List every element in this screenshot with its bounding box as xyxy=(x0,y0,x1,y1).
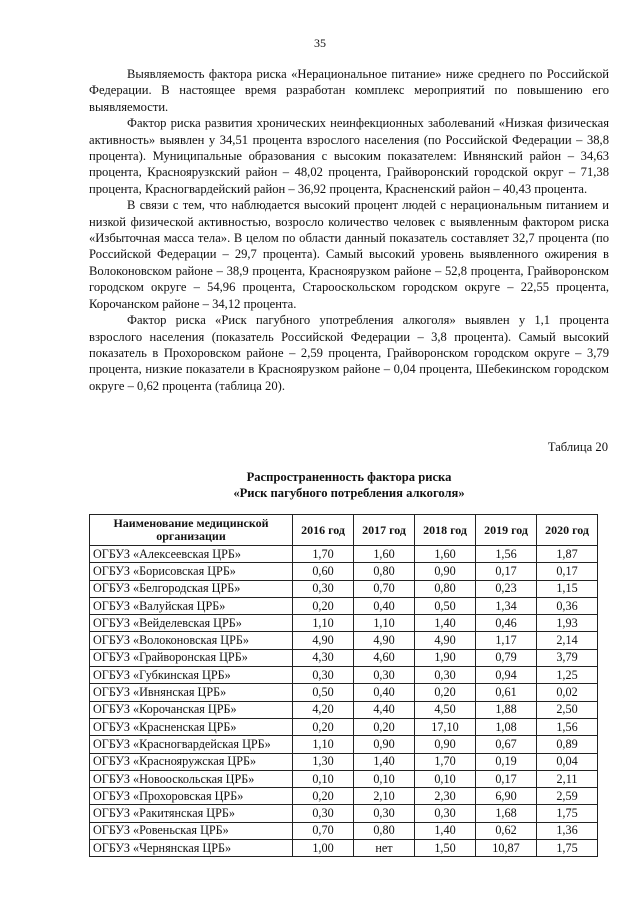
value-cell: 0,10 xyxy=(415,770,476,787)
page-number: 35 xyxy=(314,36,326,50)
value-cell: 4,90 xyxy=(415,632,476,649)
value-cell: 1,50 xyxy=(415,840,476,857)
value-cell: 1,56 xyxy=(537,718,598,735)
table-row xyxy=(90,770,598,787)
value-cell: 4,90 xyxy=(354,632,415,649)
value-cell: 1,17 xyxy=(476,632,537,649)
paragraph: В связи с тем, что наблюдается высокий процент людей с нерациональным питанием и низкой физической активностью, возросло количество человек с выявленным фактором риска «Избыточная масса тела». В целом по области данный показатель составляет 32,7 процента (по Российской Федерации – 29,7 процента). Самый высокий уровень выявленного ожирения в Волоконовском районе – 38,9 процента, Красноярузком районе – 52,8 процента, Грайворонском городском округе – 54,96 процента, Старооскольском городском округе – 22,55 процента, Корочанском районе – 34,12 процента. xyxy=(89,198,609,311)
organization-cell: ОГБУЗ «Красногвардейская ЦРБ» xyxy=(90,736,293,753)
value-cell: 0,10 xyxy=(354,770,415,787)
value-cell: 0,90 xyxy=(415,736,476,753)
value-cell: 4,20 xyxy=(293,701,354,718)
value-cell: 1,87 xyxy=(537,546,598,563)
value-cell: нет xyxy=(354,840,415,857)
value-cell: 2,30 xyxy=(415,788,476,805)
organization-cell: ОГБУЗ «Волоконовская ЦРБ» xyxy=(90,632,293,649)
organization-cell: ОГБУЗ «Новооскольская ЦРБ» xyxy=(90,770,293,787)
value-cell: 0,67 xyxy=(476,736,537,753)
column-header: Наименование медицинской организации xyxy=(90,515,293,546)
value-cell: 1,10 xyxy=(293,736,354,753)
organization-cell: ОГБУЗ «Ровеньская ЦРБ» xyxy=(90,822,293,839)
value-cell: 0,10 xyxy=(293,770,354,787)
organization-cell: ОГБУЗ «Ракитянская ЦРБ» xyxy=(90,805,293,822)
value-cell: 1,90 xyxy=(415,649,476,666)
value-cell: 4,50 xyxy=(415,701,476,718)
column-header: 2018 год xyxy=(415,515,476,546)
value-cell: 1,40 xyxy=(354,753,415,770)
organization-cell: ОГБУЗ «Белгородская ЦРБ» xyxy=(90,580,293,597)
value-cell: 0,80 xyxy=(354,563,415,580)
value-cell: 0,23 xyxy=(476,580,537,597)
value-cell: 0,30 xyxy=(293,580,354,597)
organization-cell: ОГБУЗ «Краснояружская ЦРБ» xyxy=(90,753,293,770)
table-row xyxy=(90,667,598,684)
value-cell: 0,94 xyxy=(476,667,537,684)
value-cell: 0,20 xyxy=(293,597,354,614)
value-cell: 0,04 xyxy=(537,753,598,770)
value-cell: 0,90 xyxy=(354,736,415,753)
value-cell: 0,70 xyxy=(354,580,415,597)
value-cell: 0,61 xyxy=(476,684,537,701)
value-cell: 0,50 xyxy=(415,597,476,614)
column-header: 2016 год xyxy=(293,515,354,546)
organization-cell: ОГБУЗ «Алексеевская ЦРБ» xyxy=(90,546,293,563)
value-cell: 0,17 xyxy=(476,563,537,580)
organization-cell: ОГБУЗ «Борисовская ЦРБ» xyxy=(90,563,293,580)
value-cell: 4,30 xyxy=(293,649,354,666)
table-row xyxy=(90,615,598,632)
table-row xyxy=(90,580,598,597)
value-cell: 10,87 xyxy=(476,840,537,857)
organization-cell: ОГБУЗ «Красненская ЦРБ» xyxy=(90,718,293,735)
value-cell: 1,30 xyxy=(293,753,354,770)
value-cell: 0,40 xyxy=(354,597,415,614)
value-cell: 0,17 xyxy=(476,770,537,787)
value-cell: 0,70 xyxy=(293,822,354,839)
value-cell: 0,90 xyxy=(415,563,476,580)
table-row xyxy=(90,597,598,614)
value-cell: 0,02 xyxy=(537,684,598,701)
paragraph: Фактор риска «Риск пагубного употребления алкоголя» выявлен у 1,1 процента взрослого населения (показатель Российской Федерации – 3,8 процента). Самый высокий показатель в Прохоровском районе – 2,59 процента, Грайворонском городском округе – 3,79 процента, низкие показатели в Красноярузком районе – 0,04 процента, Шебекинском городском округе – 0,62 процента (таблица 20). xyxy=(89,313,609,393)
table-title-line: Распространенность фактора риска xyxy=(246,470,452,484)
table-title-line: «Риск пагубного потребления алкоголя» xyxy=(233,486,465,500)
value-cell: 1,88 xyxy=(476,701,537,718)
value-cell: 1,75 xyxy=(537,840,598,857)
value-cell: 1,75 xyxy=(537,805,598,822)
column-header: 2019 год xyxy=(476,515,537,546)
organization-cell: ОГБУЗ «Чернянская ЦРБ» xyxy=(90,840,293,857)
table-row xyxy=(90,753,598,770)
organization-cell: ОГБУЗ «Прохоровская ЦРБ» xyxy=(90,788,293,805)
value-cell: 2,10 xyxy=(354,788,415,805)
column-header: 2017 год xyxy=(354,515,415,546)
table-row xyxy=(90,840,598,857)
value-cell: 1,40 xyxy=(415,615,476,632)
value-cell: 2,14 xyxy=(537,632,598,649)
organization-cell: ОГБУЗ «Валуйская ЦРБ» xyxy=(90,597,293,614)
value-cell: 1,40 xyxy=(415,822,476,839)
organization-cell: ОГБУЗ «Грайворонская ЦРБ» xyxy=(90,649,293,666)
body-text xyxy=(89,66,609,394)
value-cell: 0,20 xyxy=(293,718,354,735)
value-cell: 0,80 xyxy=(415,580,476,597)
value-cell: 1,60 xyxy=(354,546,415,563)
value-cell: 0,50 xyxy=(293,684,354,701)
table-title xyxy=(89,469,609,501)
table-row xyxy=(90,736,598,753)
value-cell: 1,36 xyxy=(537,822,598,839)
table-row xyxy=(90,822,598,839)
value-cell: 0,36 xyxy=(537,597,598,614)
table-row xyxy=(90,701,598,718)
value-cell: 4,60 xyxy=(354,649,415,666)
value-cell: 0,20 xyxy=(354,718,415,735)
value-cell: 0,89 xyxy=(537,736,598,753)
value-cell: 1,70 xyxy=(293,546,354,563)
organization-cell: ОГБУЗ «Ивнянская ЦРБ» xyxy=(90,684,293,701)
table-row xyxy=(90,632,598,649)
value-cell: 1,08 xyxy=(476,718,537,735)
value-cell: 4,40 xyxy=(354,701,415,718)
value-cell: 1,00 xyxy=(293,840,354,857)
value-cell: 6,90 xyxy=(476,788,537,805)
value-cell: 0,20 xyxy=(293,788,354,805)
value-cell: 0,30 xyxy=(293,667,354,684)
value-cell: 0,19 xyxy=(476,753,537,770)
organization-cell: ОГБУЗ «Губкинская ЦРБ» xyxy=(90,667,293,684)
value-cell: 0,46 xyxy=(476,615,537,632)
value-cell: 3,79 xyxy=(537,649,598,666)
value-cell: 1,70 xyxy=(415,753,476,770)
table-body xyxy=(90,546,598,857)
value-cell: 0,40 xyxy=(354,684,415,701)
value-cell: 0,60 xyxy=(293,563,354,580)
value-cell: 1,68 xyxy=(476,805,537,822)
value-cell: 4,90 xyxy=(293,632,354,649)
table-row xyxy=(90,546,598,563)
paragraph: Фактор риска развития хронических неинфекционных заболеваний «Низкая физическая активность» выявлен у 34,51 процента взрослого населения (по Российской Федерации – 38,8 процента). Муниципальные образования с высоким показателем: Ивнянский район – 34,63 процента, Красноярузкский район – 48,02 процента, Грайворонский городской округ – 71,38 процента, Красногвардейский район – 36,92 процента, Красненский район – 40,43 процента. xyxy=(89,116,609,196)
value-cell: 1,10 xyxy=(354,615,415,632)
data-table xyxy=(89,514,598,857)
column-header: 2020 год xyxy=(537,515,598,546)
value-cell: 0,17 xyxy=(537,563,598,580)
table-header-row xyxy=(90,515,598,546)
value-cell: 1,56 xyxy=(476,546,537,563)
value-cell: 1,15 xyxy=(537,580,598,597)
table-row xyxy=(90,563,598,580)
value-cell: 1,93 xyxy=(537,615,598,632)
value-cell: 0,30 xyxy=(354,667,415,684)
table-row xyxy=(90,788,598,805)
value-cell: 2,11 xyxy=(537,770,598,787)
value-cell: 1,10 xyxy=(293,615,354,632)
table-row xyxy=(90,684,598,701)
value-cell: 0,30 xyxy=(293,805,354,822)
table-row xyxy=(90,805,598,822)
value-cell: 0,79 xyxy=(476,649,537,666)
value-cell: 1,25 xyxy=(537,667,598,684)
value-cell: 0,30 xyxy=(354,805,415,822)
value-cell: 2,59 xyxy=(537,788,598,805)
table-label: Таблица 20 xyxy=(547,440,608,454)
value-cell: 2,50 xyxy=(537,701,598,718)
paragraph: Выявляемость фактора риска «Нерациональное питание» ниже среднего по Российской Федерации. В настоящее время разработан комплекс мероприятий по повышению его выявляемости. xyxy=(89,67,609,114)
value-cell: 0,62 xyxy=(476,822,537,839)
value-cell: 0,20 xyxy=(415,684,476,701)
organization-cell: ОГБУЗ «Корочанская ЦРБ» xyxy=(90,701,293,718)
table-row xyxy=(90,718,598,735)
value-cell: 17,10 xyxy=(415,718,476,735)
table-row xyxy=(90,649,598,666)
value-cell: 0,30 xyxy=(415,667,476,684)
value-cell: 0,30 xyxy=(415,805,476,822)
organization-cell: ОГБУЗ «Вейделевская ЦРБ» xyxy=(90,615,293,632)
value-cell: 1,34 xyxy=(476,597,537,614)
value-cell: 1,60 xyxy=(415,546,476,563)
value-cell: 0,80 xyxy=(354,822,415,839)
